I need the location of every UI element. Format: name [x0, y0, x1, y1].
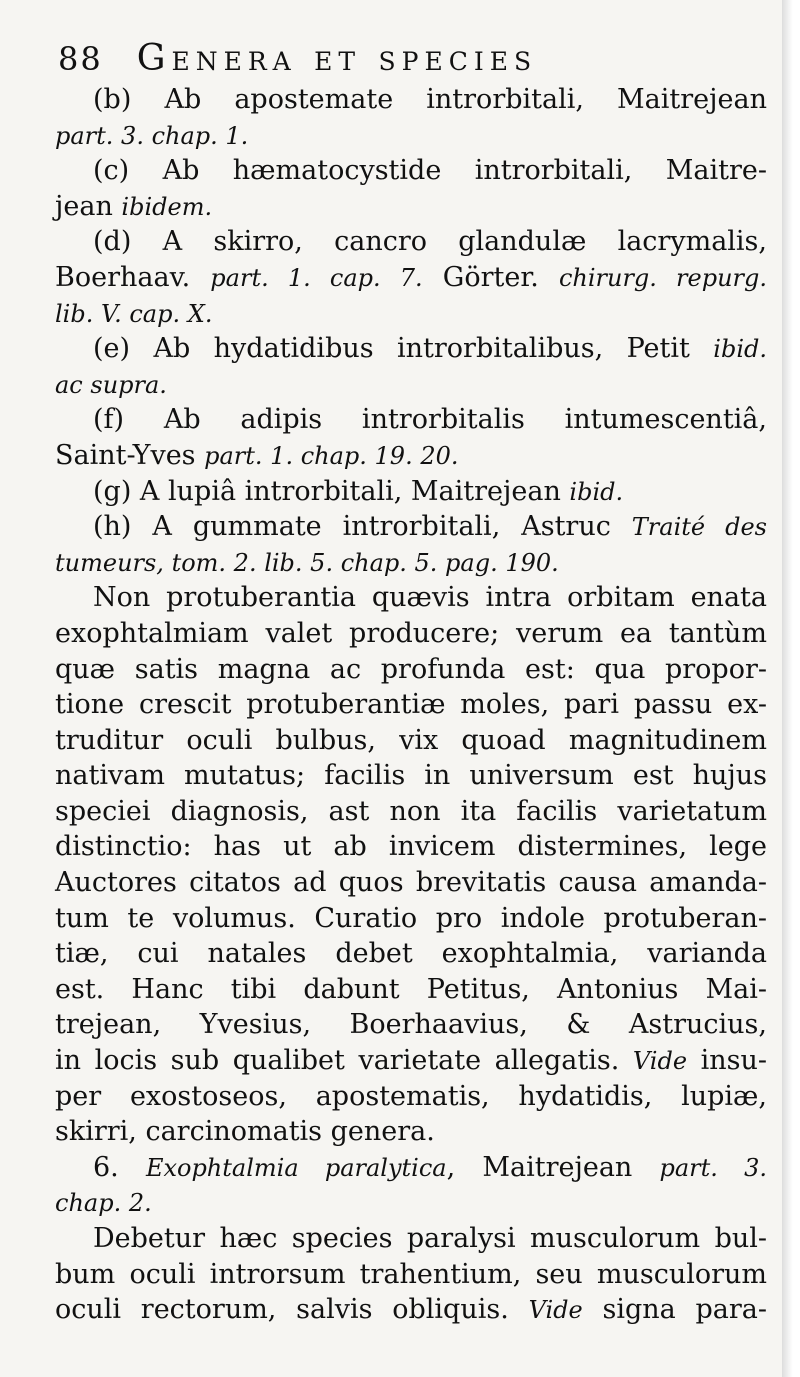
text-line [55, 474, 767, 510]
text-run: oculi rectorum, salvis obliquis. [55, 1294, 529, 1326]
text-line [55, 118, 767, 154]
italic-text-run: Vide [528, 1296, 583, 1325]
body-text [55, 82, 767, 1328]
text-run: est. Hanc tibi dabunt Petitus, Antonius Mai- [55, 973, 767, 1005]
text-line [55, 901, 767, 937]
text-run: (f) Ab adipis introrbitalis intumescentiâ, [93, 404, 767, 436]
text-run: Non protuberantia quævis intra orbitam enata [93, 582, 767, 614]
text-line [55, 972, 767, 1008]
text-line [55, 189, 767, 225]
running-title: Genera et species [136, 38, 538, 79]
italic-text-run: ibid. [713, 335, 767, 364]
text-run: nativam mutatus; facilis in universum est hujus [55, 760, 767, 792]
text-run: per exostoseos, apostematis, hydatidis, lupiæ, [55, 1080, 767, 1112]
text-run: speciei diagnosis, ast non ita facilis varietatum [55, 795, 767, 827]
italic-text-run: part. 1. cap. 7. [210, 263, 423, 292]
text-run: in locis sub qualibet varietate allegatis. [55, 1045, 633, 1077]
italic-text-run: tumeurs, tom. 2. lib. 5. chap. 5. pag. 190. [55, 548, 559, 577]
text-run: tione crescit protuberantiæ moles, pari passu ex- [55, 689, 767, 721]
text-run: (h) A gummate introrbitali, Astruc [93, 511, 632, 543]
text-line [55, 1292, 767, 1328]
text-run: insu- [687, 1045, 767, 1077]
text-line [55, 1257, 767, 1293]
text-run: (b) Ab apostemate introrbitali, Maitrejean [93, 84, 767, 115]
text-line [55, 723, 767, 759]
text-run: 6. [93, 1151, 146, 1183]
text-line [55, 687, 767, 723]
page-number: 88 [58, 40, 103, 78]
text-run: Saint-Yves [55, 439, 205, 471]
text-run: quæ satis magna ac profunda est: qua propor- [55, 653, 767, 685]
text-line [55, 260, 767, 296]
text-line [55, 367, 767, 403]
text-run: (g) A lupiâ introrbitali, Maitrejean [93, 475, 570, 507]
text-run: exophtalmiam valet producere; verum ea tantùm [55, 617, 767, 649]
italic-text-run: Exophtalmia paralytica [145, 1153, 447, 1182]
text-line [55, 509, 767, 545]
text-run: tiæ, cui natales debet exophtalmia, varianda [55, 938, 767, 970]
page-edge [782, 0, 800, 1377]
italic-text-run: part. 1. chap. 19. 20. [204, 441, 459, 470]
text-line [55, 153, 767, 189]
italic-text-run: Vide [632, 1047, 688, 1076]
text-line [55, 1185, 767, 1221]
text-line [55, 296, 767, 332]
text-line [55, 224, 767, 260]
text-run: Görter. [422, 261, 559, 293]
text-line [55, 794, 767, 830]
text-line [55, 331, 767, 367]
text-line [55, 829, 767, 865]
italic-text-run: ac supra. [55, 370, 167, 399]
text-run: Boerhaav. [55, 261, 211, 293]
text-run: truditur oculi bulbus, vix quoad magnitudinem [55, 724, 767, 756]
italic-text-run: Traité des [631, 513, 767, 542]
text-line [55, 616, 767, 652]
text-run: skirri, carcinomatis genera. [55, 1116, 435, 1148]
text-run: (c) Ab hæmatocystide introrbitali, Maitre- [93, 155, 767, 187]
text-run: signa para- [582, 1294, 768, 1326]
text-line [55, 1043, 767, 1079]
text-line [55, 1150, 767, 1186]
text-line [55, 865, 767, 901]
text-line [55, 1221, 767, 1257]
italic-text-run: ibidem. [121, 192, 213, 221]
page-header [58, 38, 758, 88]
italic-text-run: lib. V. cap. X. [55, 299, 213, 328]
text-line [55, 545, 767, 581]
italic-text-run: chirurg. repurg. [558, 263, 768, 292]
text-run: , Maitrejean [446, 1151, 660, 1183]
text-run: (d) A skirro, cancro glandulæ lacrymalis, [93, 226, 767, 258]
text-run: (e) Ab hydatidibus introrbitalibus, Petit [93, 333, 714, 365]
italic-text-run: part. 3. [659, 1153, 768, 1182]
italic-text-run: ibid. [569, 477, 624, 506]
text-line [55, 758, 767, 794]
text-run: Auctores citatos ad quos brevitatis causa amanda- [55, 867, 767, 899]
italic-text-run: part. 3. chap. 1. [55, 121, 249, 150]
text-line [55, 580, 767, 616]
text-line [55, 652, 767, 688]
text-run: jean [55, 190, 122, 222]
text-run: trejean, Yvesius, Boerhaavius, & Astrucius, [55, 1009, 767, 1041]
text-run: Debetur hæc species paralysi musculorum bul- [93, 1223, 767, 1254]
text-line [55, 1114, 767, 1150]
text-run: bum oculi introrsum trahentium, seu musculorum [55, 1258, 767, 1290]
text-line [55, 402, 767, 438]
text-line [55, 1079, 767, 1115]
text-run: tum te volumus. Curatio pro indole protuberan- [55, 902, 767, 934]
text-line [55, 438, 767, 474]
italic-text-run: chap. 2. [55, 1189, 152, 1218]
text-line [55, 1007, 767, 1043]
text-line [55, 936, 767, 972]
text-line [55, 82, 767, 118]
text-run: distinctio: has ut ab invicem distermines, lege [55, 831, 767, 863]
